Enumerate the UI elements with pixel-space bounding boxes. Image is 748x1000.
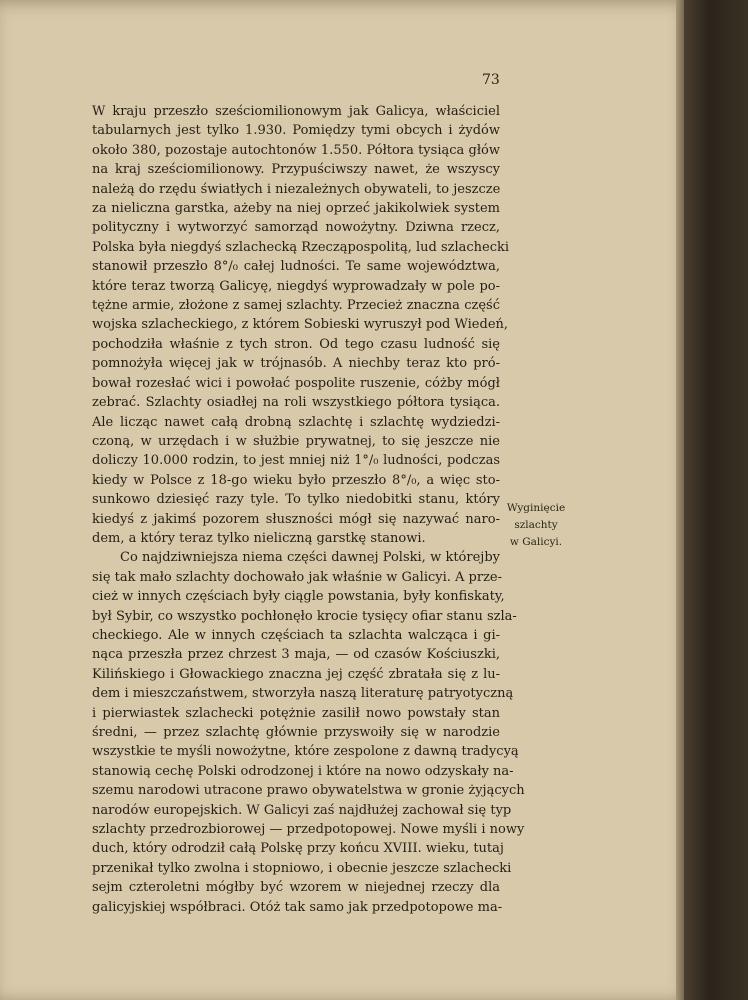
text-line: stanowią cechę Polski odrodzonej i które na nowo odzyskały na- [92,763,514,779]
text-line: był Sybir, co wszystko pochłonęło krocie tysięcy ofiar stanu szla- [92,608,517,624]
text-line: bował rozesłać wici i powołać pospolite ruszenie, cóżby mógł [92,375,500,391]
text-line: się tak mało szlachty dochowało jak właśnie w Galicyi. A prze- [92,569,503,585]
text-line: sejm czteroletni mógłby być wzorem w niejednej rzeczy dla [92,880,500,896]
text-line: średni, — przez szlachtę głównie przyswoiły się w narodzie [92,725,500,740]
text-line: kiedyś z jakimś pozorem słuszności mógł się nazywać naro- [92,511,500,527]
text-line: przenikał tylko zwolna i stopniowo, i obecnie jeszcze szlachecki [92,860,512,876]
text-line: dem, a który teraz tylko nieliczną garstkę stanowi. [92,530,426,546]
text-line: za nieliczna garstka, ażeby na niej oprzeć jakikolwiek system [92,201,500,217]
margin-note-line: w Galicyi. [509,536,563,548]
text-line: nąca przeszła przez chrzest 3 maja, — od czasów Kościuszki, [92,647,500,663]
text-line: dem i mieszczaństwem, stworzyła naszą literaturę patryotyczną [92,686,514,702]
page-number: 73 [482,72,500,88]
text-line: kiedy w Polsce z 18-go wieku było przeszło 8°/₀, a więc sto- [92,472,500,488]
paragraph-1 [92,102,510,548]
text-line: wszystkie te myśli nowożytne, które zespolone z dawną tradycyą [92,744,519,760]
text-line: Kilińskiego i Głowackiego znaczna jej część zbratała się z lu- [92,666,500,682]
text-line: czoną, w urzędach i w służbie prywatnej, to się jeszcze nie [92,433,500,449]
text-line: pochodziła właśnie z tych stron. Od tego czasu ludność się [92,336,500,352]
margin-note-line: Wyginięcie [506,502,566,514]
text-line: Ale licząc nawet całą drobną szlachtę i szlachtę wydziedzi- [92,414,500,430]
text-line: zebrać. Szlachty osiadłej na roli wszystkiego półtora tysiąca. [92,395,500,411]
text-line: W kraju przeszło sześciomilionowym jak Galicya, właściciel [92,104,500,119]
text-line: tężne armie, złożone z samej szlachty. Przecież znaczna część [92,298,500,314]
text-line: na kraj sześciomilionowy. Przypuściwszy nawet, że wszyscy [92,162,500,178]
text-line: około 380, pozostaje autochtonów 1.550. Półtora tysiąca głów [92,142,500,158]
text-line: które teraz tworzą Galicyę, niegdyś wyprowadzały w pole po- [92,278,500,294]
text-line: Polska była niegdyś szlachecką Rzecząpospolitą, lud szlachecki [92,239,510,255]
text-line: sunkowo dziesięć razy tyle. To tylko niedobitki stanu, który [92,492,500,508]
text-line: narodów europejskich. W Galicyi zaś najdłużej zachował się typ [92,802,512,818]
text-line: polityczny i wytworzyć samorząd nowożytny. Dziwna rzecz, [92,220,500,236]
text-line: galicyjskiej współbraci. Otóż tak samo jak przedpotopowe ma- [92,899,503,915]
body-text [92,102,525,917]
margin-note-line: szlachty [514,519,558,531]
text-line: checkiego. Ale w innych częściach ta szlachta walcząca i gi- [92,627,500,643]
margin-note [504,500,568,551]
text-line: wojska szlacheckiego, z którem Sobieski wyruszył pod Wiedeń, [92,317,509,333]
text-line: szlachty przedrozbiorowej — przedpotopowej. Nowe myśli i nowy [92,822,525,838]
text-line: doliczy 10.000 rodzin, to jest mniej niż 1°/₀ ludności, podczas [92,453,500,469]
paragraph-2 [92,548,525,917]
text-line: pomnożyła więcej jak w trójnasób. A niechby teraz kto pró- [92,356,500,372]
text-line: i pierwiastek szlachecki potężnie zasilił nowo powstały stan [92,705,500,721]
text-line: duch, który odrodził całą Polskę przy końcu XVIII. wieku, tutaj [92,841,504,857]
text-line: tabularnych jest tylko 1.930. Pomiędzy tymi obcych i żydów [92,123,500,139]
text-line: należą do rzędu światłych i niezależnych obywateli, to jeszcze [92,181,501,197]
text-line: stanowił przeszło 8°/₀ całej ludności. Te same województwa, [92,259,500,275]
text-line: Co najdziwniejsza niema części dawnej Polski, w którejby [120,550,500,566]
text-line: cież w innych częściach były ciągle powstania, były konfiskaty, [92,589,505,605]
text-line: szemu narodowi utracone prawo obywatelstwa w gronie żyjących [92,783,525,799]
book-spine [684,0,748,1000]
